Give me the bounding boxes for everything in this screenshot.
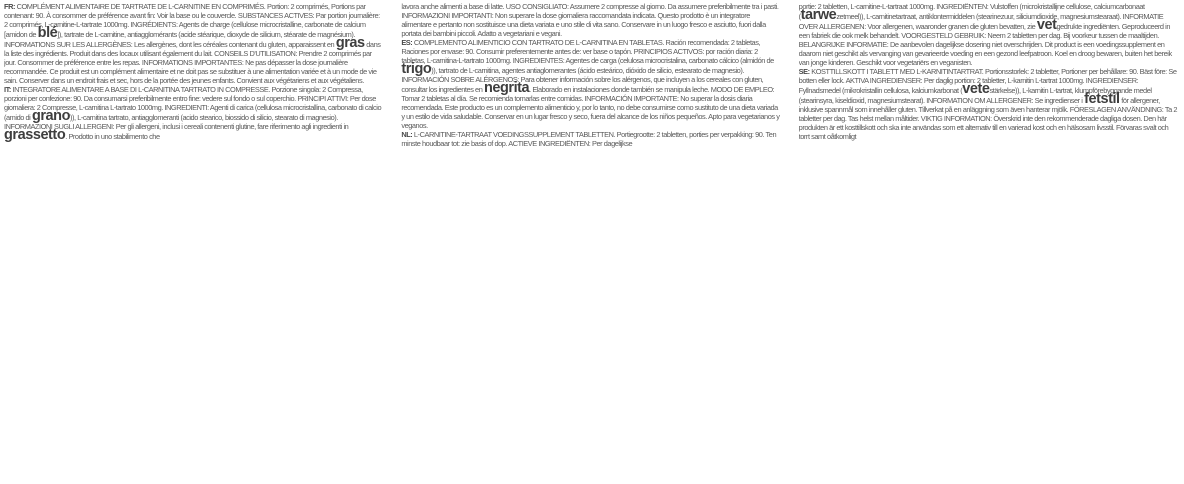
label-text: L-CARNITINE-TARTRAAT VOEDINGSSUPPLEMENT TABLETTEN. Portiegrootte: 2 tabletten, porties per verpakking: 90. Ten minste houdbaar tot: zie basis of dop. ACTIEVE INGREDIËNTEN: Per dagelijkse (401, 130, 777, 149)
label-text: . Elaborado en instalaciones donde también se manipula leche. MODO DE EMPLEO: Tomar 2 tabletas al día. Se recomienda tomarlas entre comidas. INFORMACIÓN IMPORTANTE: No superar la dosis diaria recomendada. Este producto es un complemento alimenticio y, por lo tanto, no debe consumirse como sustituto de una dieta variada y un estilo de vida saludable. Conservar en un lugar fresco y seco, fuera del alcance de los niños pequeños. Apto para vegetarianos y veganos. (401, 85, 780, 131)
label-text: )), L-carnitina tartrato, antiagglomeranti (acido stearico, biossido di silicio, stearato di magnesio). INFORMAZIONI SUGLI ALLERGENI: Per gli allergeni, inclusi i cereali contenenti glutine, fare riferimento agli ingredienti in (4, 113, 349, 132)
text-column-right (799, 2, 1178, 484)
allergen-highlight: vete (962, 81, 990, 98)
allergen-highlight: grassetto (4, 127, 66, 144)
label-text: för allergener, inklusive spannmål som innehåller gluten. Tillverkat på en anläggning som även hanterar mjölk. FÖRESLAGEN ANVÄNDNING: Ta 2 tabletter per dag. Tas helst mellan måltider. VIKTIG INFORMATION: Överskrid inte den rekommenderade dagliga dosen. Den här produkten är ett kosttillskott och ska inte användas som ett alternativ till en varierad kost och en hälsosam livsstil. Förvaras svalt och torrt samt oåtkomligt (798, 96, 1177, 142)
label-text: )), tartrato de L-carnitina, agentes antiaglomerantes (ácido esteárico, dióxido de silicio, estearato de magnesio). INFORMACIÓN SOBRE ALÉRGENOS: Para obtener información sobre los alérgenos, que incluyen a los cereales con gluten, consultar los ingredientes en (401, 66, 764, 95)
language-code: NL: (401, 130, 413, 140)
label-text: gedrukte ingrediënten. Geproduceerd in een fabriek die ook melk behandelt. VOORGESTELD GEBRUIK: Neem 2 tabletten per dag. Bij voorkeur tussen de maaltijden. BELANGRIJKE INFORMATIE: De aanbevolen dagelijkse dosering niet overschrijden. Dit product is een voedingssupplement en daarom niet geschikt als vervanging van gevarieerde voeding en een gezond leefpatroon. Koel en droog bewaren, buiten het bereik van jonge kinderen. Geschikt voor vegetariërs en veganisten. (798, 22, 1172, 68)
allergen-highlight: blé (37, 25, 58, 42)
language-code: IT: (4, 85, 11, 95)
label-text: COMPLEMENTO ALIMENTICIO CON TARTRATO DE L-CARNITINA EN TABLETAS. Ración recomendada: 2 tabletas, Raciones por envase: 90. Consumir preferentemente antes de: ver base o tapón. PRINCIPIOS ACTIVOS: por ración diaria: 2 tabletas, L-carnitina-L-tartrato 1000mg. INGREDIENTES: Agentes de carga (celulosa microcristalina, carbonato cálcico (almidón de (401, 38, 774, 66)
text-column-middle (401, 2, 780, 484)
label-text: INTEGRATORE ALIMENTARE A BASE DI L-CARNITINA TARTRATO IN COMPRESSE. Porzione singola: 2 Compressa, porzioni per confezione: 90. Da consumarsi preferibilmente entro fine: vedere sul fondo o sul coperchio. PRINCIPI ATTIVI: Per dose giornaliera: 2 Compresse, L-carnitina L-tartrato 1000mg. INGREDIENTI: Agenti di carica (cellulosa microcristallina, carbonato di calcio (amido di (4, 85, 382, 123)
label-text: KOSTTILLSKOTT I TABLETT MED L-KARNITINTARTRAT. Portionsstorlek: 2 tabletter, Portioner per behållare: 90. Bäst före: Se botten eller lock. AKTIVA INGREDIENSER: Per daglig portion: 2 tabletter, L-karnitin L-tartrat 1000mg. INGREDIENSER: Fyllnadsmedel (mikrokristallin cellulosa, kalciumkarbonat ( (798, 67, 1177, 96)
allergen-highlight: trigo (401, 61, 432, 78)
allergen-highlight: negrita (483, 80, 530, 97)
allergen-highlight: fetstil (1084, 91, 1120, 108)
label-text: portie: 2 tabletten, L-carnitine-L-tartraat 1000mg. INGREDIËNTEN: Vulstoffen (microkristallijne cellulose, calciumcarbonaat ( (798, 2, 1145, 22)
text-column-left (4, 2, 383, 484)
label-text: . Prodotto in uno stabilimento che (65, 132, 160, 142)
label-text: stärkelse)), L-karnitin L-tartrat, klumpförebyggande medel (stearinsyra, kiseldioxid, magnesiumstearat). INFORMATION OM ALLERGENER: Se ingredienser i (798, 86, 1152, 106)
language-code: ES: (401, 38, 413, 48)
allergen-highlight: gras (335, 35, 365, 52)
label-text: ]), tartrate de L-carnitine, antiagglomérants (acide stéarique, dioxyde de silicium, stéarate de magnésium). INFORMATIONS SUR LES ALLERGÈNES: Les allergènes, dont les céréales contenant du gluten, apparaissent en (4, 30, 355, 50)
language-code: FR: (4, 2, 15, 11)
allergen-highlight: grano (31, 108, 70, 125)
allergen-highlight: tarwe (800, 7, 837, 24)
allergen-highlight: vet (1036, 17, 1057, 34)
label-text: zetmeel)), L-carnitinetartraat, antiklontermiddelen (stearinezuur, siliciumdioxide, magnesiumstearaat). INFORMATIE OVER ALLERGENEN: Voor allergenen, waaronder granen die gluten bevatten, zie (798, 12, 1164, 32)
label-text: lavora anche alimenti a base di latte. USO CONSIGLIATO: Assumere 2 compresse al giorno. Da assumere preferibilmente tra i pasti. INFORMAZIONI IMPORTANTI: Non superare la dose giornaliera raccomandata indicata. Questo prodotto è un integratore alimentare e pertanto non sostituisce una dieta variata e uno stile di vita sano. Conservare in un luogo fresco e asciutto, fuori dalla portata dei bambini piccoli. Adatto a vegetariani e vegani. (401, 2, 779, 39)
label-text: dans la liste des ingrédients. Produit dans des locaux utilisant également du lait. CONSEILS D'UTILISATION: Prendre 2 comprimés par jour. Consommer de préférence entre les repas. INFORMATIONS IMPORTANTES: Ne pas dépasser la dose journalière recommandée. Ce produit est un complément alimentaire et ne doit pas se substituer à une alimentation variée et à un mode de vie sain. Conserver dans un endroit frais et sec, hors de la portée des jeunes enfants. Convient aux végétariens et aux végétaliens. (4, 40, 381, 86)
label-text: COMPLÉMENT ALIMENTAIRE DE TARTRATE DE L-CARNITINE EN COMPRIMÉS. Portion: 2 comprimés, Portions par contenant: 90. À consommer de préférence avant fin: Voir la base ou le couvercle. SUBSTANCES ACTIVES: Par portion journalière: 2 comprimés, L-carnitine-L-tartrate 1000mg. INGRÉDIENTS: Agents de charge (cellulose microcristalline, carbonate de calcium [amidon de (4, 2, 380, 40)
language-code: SE: (798, 67, 810, 77)
